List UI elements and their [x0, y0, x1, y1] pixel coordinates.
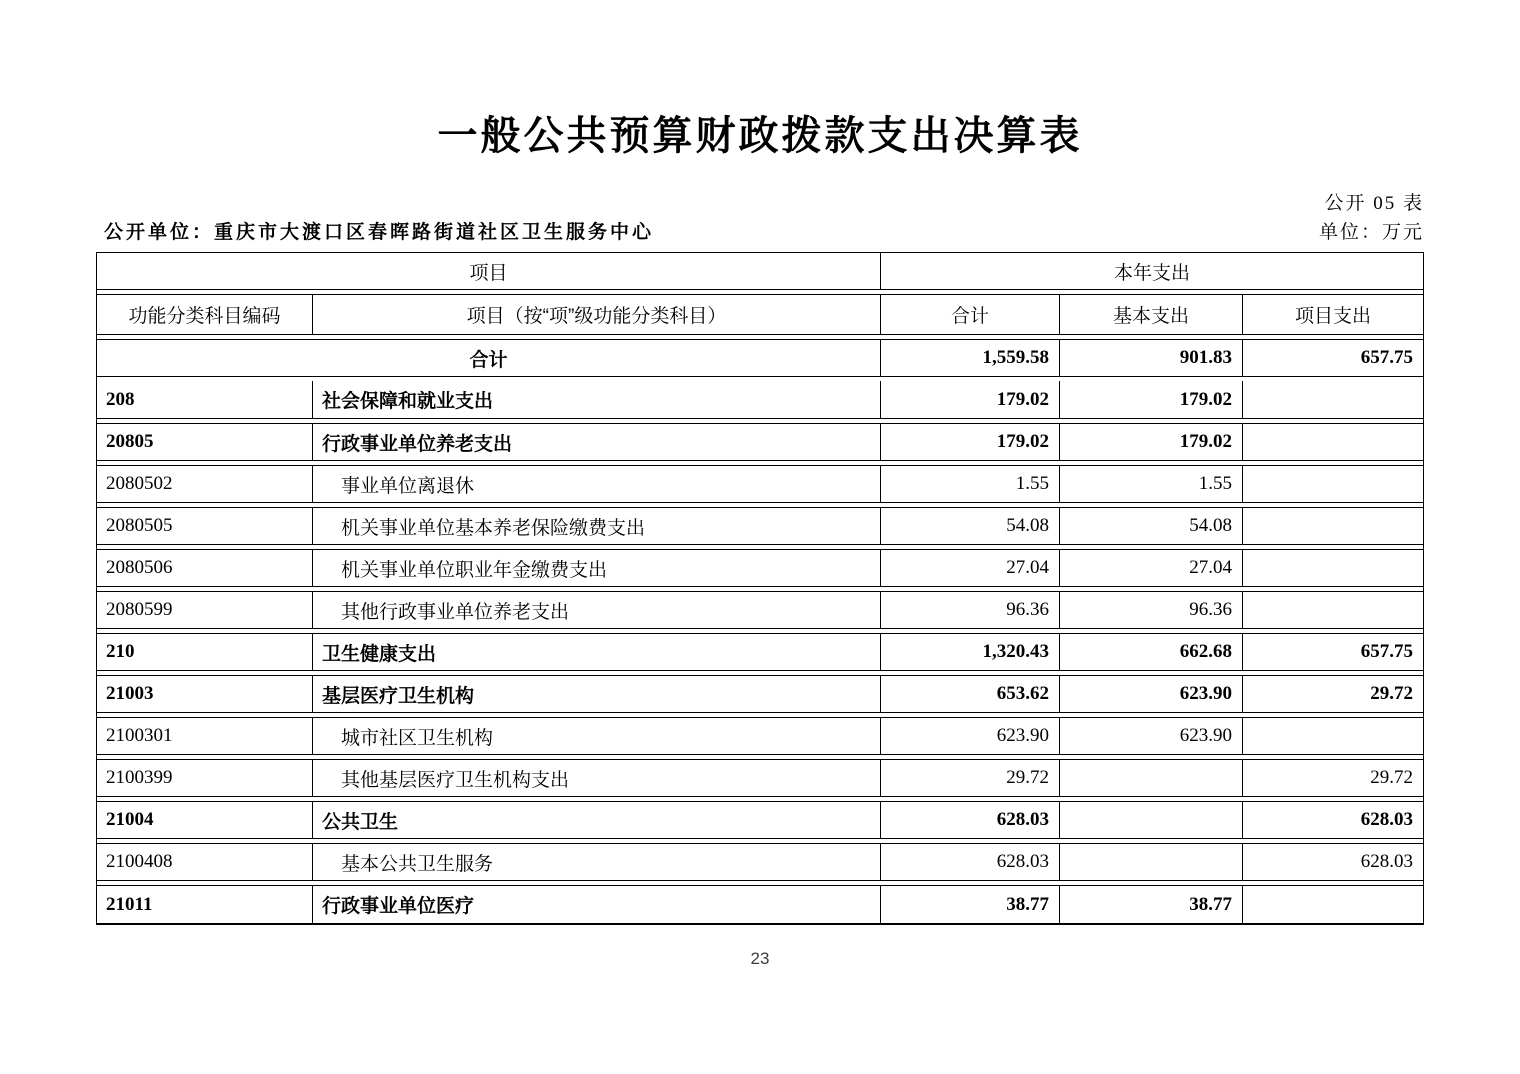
unit-of-measure: 单位：万元 — [1318, 222, 1424, 243]
row-item-cell: 社会保障和就业支出 — [313, 381, 881, 418]
header-col-item: 项目（按“项”级功能分类科目） — [313, 295, 881, 334]
row-item-cell: 事业单位离退休 — [313, 466, 881, 502]
table-row — [97, 759, 1423, 797]
row-basic-cell: 96.36 — [1060, 592, 1243, 628]
row-project-cell — [1243, 592, 1423, 628]
grand-total-row — [97, 339, 1423, 377]
row-project-cell — [1243, 550, 1423, 586]
row-item-cell: 行政事业单位医疗 — [313, 886, 881, 923]
header-col-total: 合计 — [881, 295, 1060, 334]
row-basic-cell: 179.02 — [1060, 381, 1243, 418]
grand-total-total: 1,559.58 — [881, 340, 1060, 376]
table-row — [97, 549, 1423, 587]
row-code-cell: 21004 — [97, 802, 313, 838]
row-basic-cell: 623.90 — [1060, 718, 1243, 754]
row-project-cell: 29.72 — [1370, 767, 1413, 788]
header-col-code: 功能分类科目编码 — [97, 295, 313, 334]
table-number: 公开 05 表 — [1324, 193, 1424, 214]
row-item-cell: 其他基层医疗卫生机构支出 — [313, 760, 881, 796]
table-row — [97, 381, 1423, 419]
meta-row — [96, 217, 1424, 244]
row-item-cell: 城市社区卫生机构 — [313, 718, 881, 754]
row-project-cell — [1243, 424, 1423, 460]
row-total-cell: 628.03 — [881, 802, 1060, 838]
row-item-cell: 行政事业单位养老支出 — [313, 424, 881, 460]
row-project-cell — [1243, 718, 1423, 754]
header-col-basic: 基本支出 — [1060, 295, 1243, 334]
row-code-cell: 2100408 — [97, 844, 313, 880]
row-code-cell: 2080599 — [97, 592, 313, 628]
row-item-cell: 卫生健康支出 — [313, 634, 881, 670]
row-project-cell: 628.03 — [1360, 851, 1413, 872]
budget-expenditure-table — [96, 252, 1424, 925]
grand-total-label: 合计 — [97, 340, 881, 376]
row-code-cell: 21003 — [97, 676, 313, 712]
row-total-cell: 628.03 — [881, 844, 1060, 880]
table-row — [97, 465, 1423, 503]
row-total-cell: 54.08 — [881, 508, 1060, 544]
row-basic-cell — [1060, 802, 1243, 838]
row-code-cell: 20805 — [97, 424, 313, 460]
table-row — [97, 843, 1423, 881]
row-total-cell: 653.62 — [881, 676, 1060, 712]
row-basic-cell — [1060, 760, 1243, 796]
row-basic-cell: 179.02 — [1060, 424, 1243, 460]
row-project-cell — [1243, 886, 1423, 923]
row-code-cell: 2100399 — [97, 760, 313, 796]
row-project-cell — [1243, 381, 1423, 418]
row-total-cell: 29.72 — [881, 760, 1060, 796]
row-code-cell: 21011 — [97, 886, 313, 923]
header-columns-row — [97, 294, 1423, 335]
row-basic-cell: 27.04 — [1060, 550, 1243, 586]
row-item-cell: 机关事业单位职业年金缴费支出 — [313, 550, 881, 586]
table-row — [97, 717, 1423, 755]
grand-total-basic: 901.83 — [1060, 340, 1243, 376]
row-code-cell: 2100301 — [97, 718, 313, 754]
row-project-cell — [1243, 466, 1423, 502]
row-code-cell: 2080505 — [97, 508, 313, 544]
table-row — [97, 885, 1423, 923]
row-code-cell: 2080506 — [97, 550, 313, 586]
publishing-unit: 公开单位：重庆市大渡口区春晖路街道社区卫生服务中心 — [104, 222, 655, 243]
grand-total-project: 657.75 — [1360, 347, 1413, 368]
row-total-cell: 96.36 — [881, 592, 1060, 628]
table-row — [97, 633, 1423, 671]
row-item-cell: 基本公共卫生服务 — [313, 844, 881, 880]
page-title: 一般公共预算财政拨款支出决算表 — [437, 114, 1083, 158]
row-item-cell: 基层医疗卫生机构 — [313, 676, 881, 712]
row-project-cell: 628.03 — [1360, 809, 1413, 830]
row-total-cell: 179.02 — [881, 381, 1060, 418]
row-item-cell: 机关事业单位基本养老保险缴费支出 — [313, 508, 881, 544]
row-project-cell: 657.75 — [1360, 641, 1413, 662]
row-total-cell: 27.04 — [881, 550, 1060, 586]
header-group-current-year: 本年支出 — [1113, 262, 1190, 284]
header-col-project: 项目支出 — [1294, 306, 1371, 327]
page-number: 23 — [750, 949, 770, 968]
table-body — [97, 381, 1423, 923]
row-code-cell: 208 — [97, 381, 313, 418]
table-row — [97, 591, 1423, 629]
row-code-cell: 2080502 — [97, 466, 313, 502]
row-project-cell — [1243, 508, 1423, 544]
table-row — [97, 801, 1423, 839]
row-basic-cell — [1060, 844, 1243, 880]
row-item-cell: 其他行政事业单位养老支出 — [313, 592, 881, 628]
table-row — [97, 507, 1423, 545]
row-basic-cell: 38.77 — [1060, 886, 1243, 923]
row-basic-cell: 623.90 — [1060, 676, 1243, 712]
row-total-cell: 1.55 — [881, 466, 1060, 502]
row-item-cell: 公共卫生 — [313, 802, 881, 838]
row-total-cell: 38.77 — [881, 886, 1060, 923]
row-project-cell: 29.72 — [1370, 683, 1413, 704]
row-basic-cell: 54.08 — [1060, 508, 1243, 544]
row-total-cell: 1,320.43 — [881, 634, 1060, 670]
table-row — [97, 675, 1423, 713]
row-total-cell: 623.90 — [881, 718, 1060, 754]
header-group-item: 项目 — [97, 253, 881, 289]
table-row — [97, 423, 1423, 461]
row-basic-cell: 1.55 — [1060, 466, 1243, 502]
row-total-cell: 179.02 — [881, 424, 1060, 460]
row-code-cell: 210 — [97, 634, 313, 670]
header-group-row — [97, 253, 1423, 290]
row-basic-cell: 662.68 — [1060, 634, 1243, 670]
